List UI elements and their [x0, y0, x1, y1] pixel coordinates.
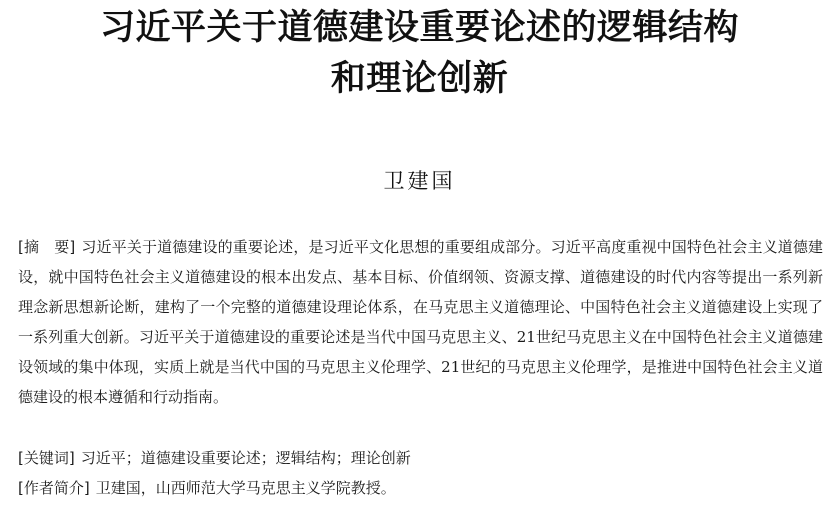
title-line-1: 习近平关于道德建设重要论述的逻辑结构: [99, 8, 739, 48]
title-line-2: 和理论创新: [330, 59, 509, 99]
keywords-tag: [关键词]: [18, 449, 75, 467]
author-info-tag: [作者简介]: [18, 479, 90, 497]
abstract-tag: [摘 要]: [18, 238, 76, 256]
author-name: 卫建国: [383, 169, 456, 193]
author-info-text: 卫建国，山西师范大学马克思主义学院教授。: [95, 479, 396, 497]
author-info-line: [18, 476, 823, 500]
abstract-paragraph: [18, 232, 823, 412]
keywords-text: 习近平；道德建设重要论述；逻辑结构；理论创新: [80, 449, 411, 467]
keywords-line: [18, 446, 823, 470]
abstract-text: 习近平关于道德建设的重要论述，是习近平文化思想的重要组成部分。习近平高度重视中国特色社会主义道德建设，就中国特色社会主义道德建设的根本出发点、基本目标、价值纲领、资源支撑、道德建设的时代内容等提出一系列新理念新思想新论断，建构了一个完整的道德建设理论体系，在马克思主义道德理论、中国特色社会主义道德建设上实现了一系列重大创新。习近平关于道德建设的重要论述是当代中国马克思主义、21世纪马克思主义在中国特色社会主义道德建设领域的集中体现，实质上就是当代中国的马克思主义伦理学、21世纪的马克思主义伦理学，是推进中国特色社会主义道德建设的根本遵循和行动指南。: [18, 238, 823, 406]
